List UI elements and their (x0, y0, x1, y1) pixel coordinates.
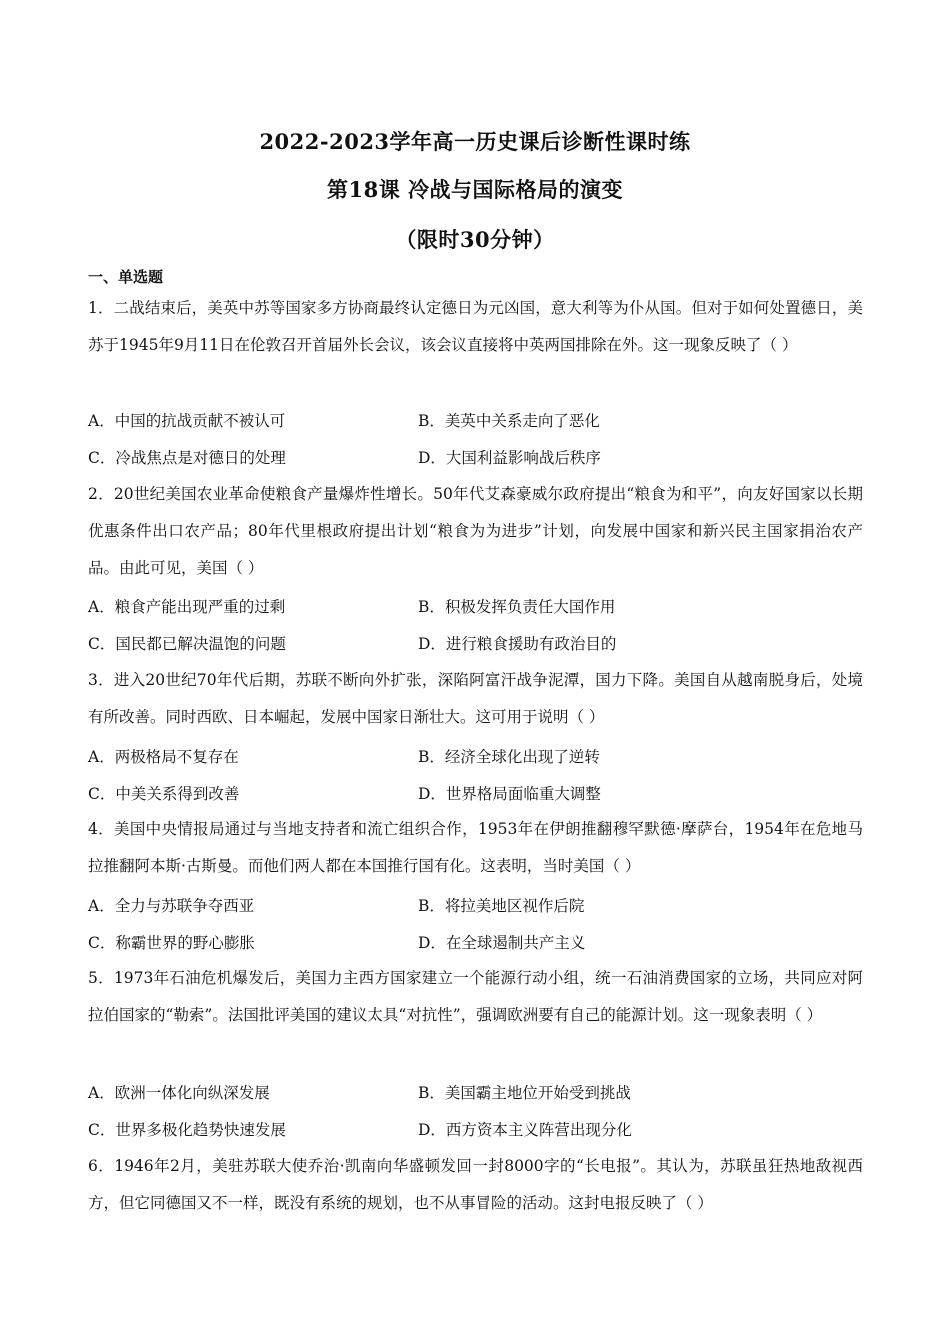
question-2-option-c: C．国民都已解决温饱的问题 (88, 635, 286, 653)
question-3-option-c: C．中美关系得到改善 (88, 785, 240, 803)
question-4-option-b: B．将拉美地区视作后院 (418, 897, 585, 915)
question-3-stem: 3．进入20世纪70年代后期，苏联不断向外扩张，深陷阿富汗战争泥潭，国力下降。美国自从越南脱身后，处境有所改善。同时西欧、日本崛起，发展中国家日渐壮大。这可用于说明（ ） (88, 671, 863, 726)
question-4-stem: 4．美国中央情报局通过与当地支持者和流亡组织合作，1953年在伊朗推翻穆罕默德·摩萨台，1954年在危地马拉推翻阿本斯·古斯曼。而他们两人都在本国推行国有化。这表明，当时美国（ ） (88, 820, 863, 875)
question-6-stem: 6．1946年2月，美驻苏联大使乔治·凯南向华盛顿发回一封8000字的“长电报”。其认为，苏联虽狂热地敌视西方，但它同德国又不一样，既没有系统的规划，也不从事冒险的活动。这封电报反映了（ ） (88, 1157, 863, 1212)
question-3-option-a: A．两极格局不复存在 (88, 748, 239, 766)
question-4-option-c: C．称霸世界的野心膨胀 (88, 934, 255, 952)
question-5-option-c: C．世界多极化趋势快速发展 (88, 1121, 286, 1139)
question-5-option-b: B．美国霸主地位开始受到挑战 (418, 1084, 631, 1102)
question-2-option-a: A．粮食产能出现严重的过剩 (88, 598, 286, 616)
question-2-option-d: D．进行粮食援助有政治目的 (418, 635, 617, 653)
question-5-option-d: D．西方资本主义阵营出现分化 (418, 1121, 632, 1139)
document-title: 2022-2023学年高一历史课后诊断性课时练 (259, 129, 691, 154)
question-1-option-a: A．中国的抗战贡献不被认可 (88, 412, 286, 430)
question-3-option-b: B．经济全球化出现了逆转 (418, 748, 600, 766)
question-3-option-d: D．世界格局面临重大调整 (418, 785, 601, 803)
question-2-stem: 2．20世纪美国农业革命使粮食产量爆炸性增长。50年代艾森豪威尔政府提出“粮食为和平”，向友好国家以长期优惠条件出口农产品；80年代里根政府提出计划“粮食为为进步”计划，向发展中国家和新兴民主国家捐治农产品。由此可见，美国（ ） (88, 485, 863, 577)
section-heading: 一、单选题 (88, 268, 164, 286)
question-1-option-d: D．大国利益影响战后秩序 (418, 449, 601, 467)
question-1-option-b: B．美英中关系走向了恶化 (418, 412, 600, 430)
question-5-option-a: A．欧洲一体化向纵深发展 (88, 1084, 270, 1102)
question-1-stem: 1．二战结束后，美英中苏等国家多方协商最终认定德日为元凶国，意大利等为仆从国。但对于如何处置德日，美苏于1945年9月11日在伦敦召开首届外长会议，该会议直接将中英两国排除在外。这一现象反映了（ ） (88, 299, 863, 354)
question-4-option-d: D．在全球遏制共产主义 (418, 934, 586, 952)
question-5-stem: 5．1973年石油危机爆发后，美国力主西方国家建立一个能源行动小组，统一石油消费国家的立场，共同应对阿拉伯国家的“勒索”。法国批评美国的建议太具“对抗性”，强调欧洲要有自己的能源计划。这一现象表明（ ） (88, 969, 863, 1024)
question-2-option-b: B．积极发挥负责任大国作用 (418, 598, 616, 616)
lesson-title: 第18课 冷战与国际格局的演变 (326, 177, 624, 202)
question-1-option-c: C．冷战焦点是对德日的处理 (88, 449, 286, 467)
time-limit: （限时30分钟） (395, 227, 555, 252)
question-4-option-a: A．全力与苏联争夺西亚 (88, 897, 255, 915)
